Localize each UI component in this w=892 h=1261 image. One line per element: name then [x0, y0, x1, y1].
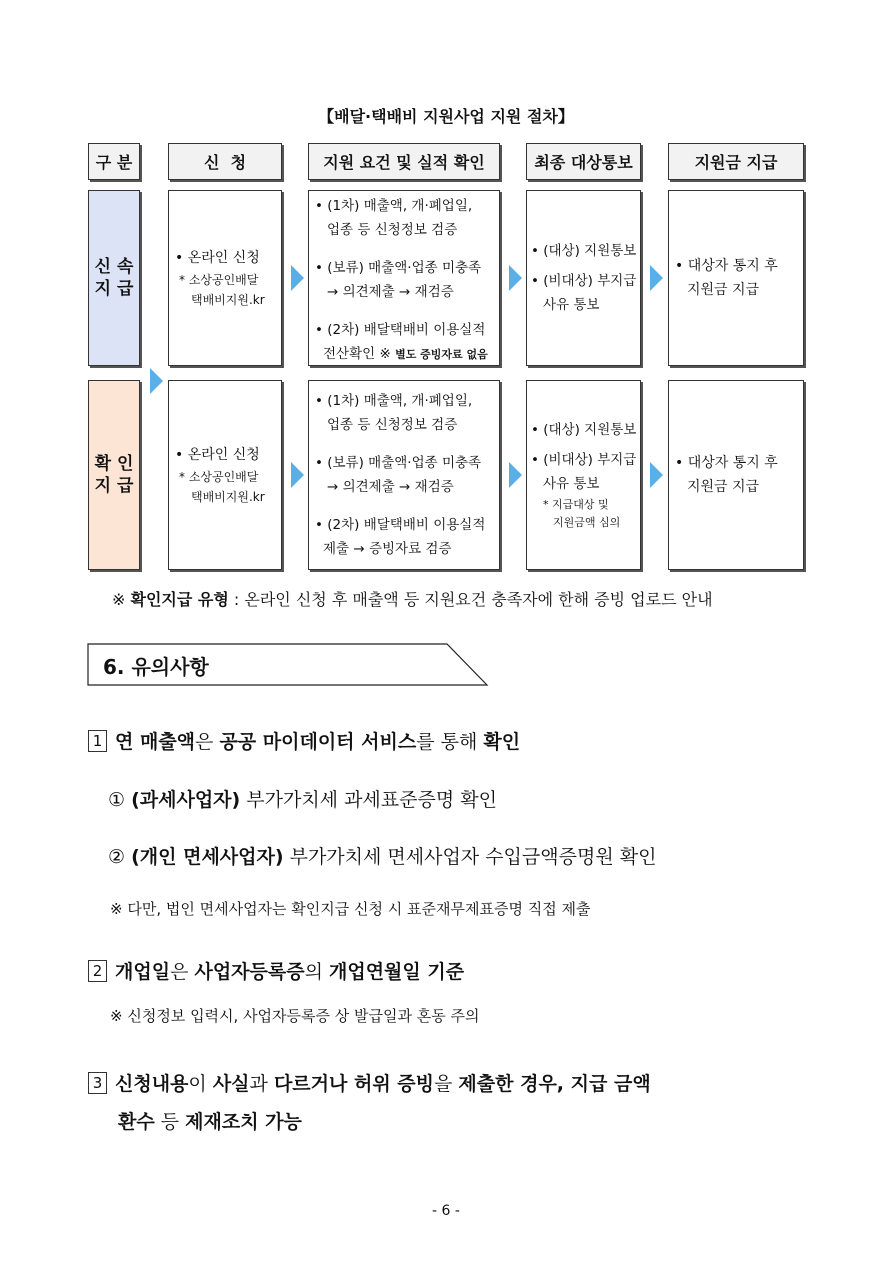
apply-cell [168, 380, 282, 570]
item-text: 확인 [483, 731, 521, 753]
item-number: 2 [88, 960, 107, 982]
arrow-right-icon [509, 265, 522, 291]
check-line: • (2차) 배달택배비 이용실적 [315, 322, 486, 338]
item-text: 공공 마이데이터 서비스 [219, 731, 417, 753]
section-title: 6. 유의사항 [103, 655, 209, 679]
item-text: 은 [170, 961, 195, 983]
apply-note: 택배비지원.kr [191, 293, 265, 307]
item-text: 과 [249, 1073, 274, 1095]
arrow-right-icon [291, 265, 304, 291]
item-text: 연 매출액 [115, 731, 196, 753]
header-category: 구 분 [88, 143, 140, 180]
note-2: ※ 신청정보 입력시, 사업자등록증 상 발급일과 혼동 주의 [110, 1007, 480, 1025]
arrow-right-icon [291, 462, 304, 488]
item-number: 3 [88, 1072, 107, 1094]
check-line: • (보류) 매출액·업종 미충족 [315, 260, 482, 276]
header-apply: 신 청 [168, 143, 282, 180]
check-line: 업종 등 신청정보 검증 [327, 417, 458, 433]
item-text: ② [108, 846, 132, 868]
item-text: 이 [188, 1073, 213, 1095]
note-1: ※ 다만, 법인 면세사업자는 확인지급 신청 시 표준재무제표증명 직접 제출 [110, 900, 591, 918]
item-text: (개인 면세사업자) [131, 846, 284, 868]
check-cell [308, 380, 500, 570]
category-line: 지 급 [94, 279, 134, 299]
notify-line: 사유 통보 [543, 297, 600, 313]
flow-title: 【배달·택배비 지원사업 지원 절차】 [318, 107, 574, 126]
apply-cell [168, 190, 282, 366]
notify-line: • (비대상) 부지급 [531, 273, 637, 289]
item-text: 제재조치 가능 [185, 1111, 302, 1133]
item-text: 은 [195, 731, 220, 753]
notify-note: * 지급대상 및 [543, 498, 609, 511]
check-line: 전산확인 ※ [323, 346, 396, 362]
check-cell [308, 190, 500, 366]
item-number: 1 [88, 730, 107, 752]
note-prefix: ※ [112, 590, 131, 609]
notify-cell [526, 380, 641, 570]
item-text: 등 [154, 1111, 186, 1133]
pay-cell [668, 190, 804, 366]
item-text: (과세사업자) [131, 789, 241, 811]
notify-line: • (대상) 지원통보 [531, 422, 637, 438]
item-text: 사실 [212, 1073, 250, 1095]
apply-note: * 소상공인배달 [179, 470, 259, 484]
sub-item-1 [108, 785, 497, 812]
category-fast-pay [88, 190, 140, 366]
notify-line: • (비대상) 부지급 [531, 452, 637, 468]
arrow-right-icon [509, 462, 522, 488]
page-number: - 6 - [432, 1203, 460, 1219]
check-line: → 의견제출 → 재검증 [327, 284, 454, 300]
item-text: 를 통해 [416, 731, 484, 753]
check-line: • (보류) 매출액·업종 미충족 [315, 455, 482, 471]
item-1 [88, 727, 520, 754]
check-line: • (1차) 매출액, 개·폐업일, [315, 393, 473, 409]
notify-line: 사유 통보 [543, 476, 600, 492]
item-2 [88, 957, 464, 984]
apply-note: * 소상공인배달 [179, 273, 259, 287]
item-text: 부가가치세 면세사업자 수입금액증명원 확인 [283, 846, 657, 868]
notify-cell [526, 190, 641, 366]
notify-note: 지원금액 심의 [553, 516, 621, 529]
check-line: → 의견제출 → 재검증 [327, 479, 454, 495]
arrow-right-icon [150, 368, 163, 394]
pay-cell [668, 380, 804, 570]
category-confirm-pay [88, 380, 140, 570]
pay-line: 지원금 지급 [687, 282, 760, 298]
pay-line: 지원금 지급 [687, 479, 760, 495]
category-line: 확 인 [94, 454, 134, 474]
check-line: 업종 등 신청정보 검증 [327, 222, 458, 238]
pay-line: • 대상자 통지 후 [675, 455, 778, 471]
item-text: 환수 [118, 1111, 155, 1133]
check-line: • (2차) 배달택배비 이용실적 [315, 517, 486, 533]
check-bold: 별도 증빙자료 없음 [395, 348, 488, 361]
item-text: 사업자등록증 [194, 961, 305, 983]
notify-line: • (대상) 지원통보 [531, 243, 637, 259]
item-text: 개업일 [115, 961, 171, 983]
item-text: 신청내용 [115, 1073, 189, 1095]
pay-line: • 대상자 통지 후 [675, 258, 778, 274]
arrow-right-icon [650, 462, 663, 488]
section-heading [87, 643, 489, 691]
check-line: • (1차) 매출액, 개·폐업일, [315, 198, 473, 214]
item-text: 다르거나 허위 증빙 [273, 1073, 435, 1095]
note-bold: 확인지급 유형 [130, 590, 229, 609]
check-line: 제출 → 증빙자료 검증 [323, 541, 452, 557]
header-notify: 최종 대상통보 [526, 143, 641, 180]
header-check: 지원 요건 및 실적 확인 [308, 143, 500, 180]
apply-note: 택배비지원.kr [191, 490, 265, 504]
apply-text: • 온라인 신청 [175, 250, 260, 266]
category-line: 지 급 [94, 476, 134, 496]
item-text: ① [108, 789, 132, 811]
note-text: : 온라인 신청 후 매출액 등 지원요건 충족자에 한해 증빙 업로드 안내 [228, 590, 713, 609]
confirm-pay-note [112, 587, 713, 610]
item-text: 을 [434, 1073, 459, 1095]
item-text: 부가가치세 과세표준증명 확인 [240, 789, 497, 811]
item-3 [88, 1065, 808, 1141]
apply-text: • 온라인 신청 [175, 447, 260, 463]
item-text: 의 [304, 961, 329, 983]
arrow-right-icon [650, 265, 663, 291]
sub-item-2 [108, 842, 656, 869]
category-line: 신 속 [94, 257, 134, 277]
header-pay: 지원금 지급 [668, 143, 804, 180]
item-text: 개업연월일 기준 [329, 961, 465, 983]
item-text: 제출한 경우, 지급 금액 [458, 1073, 651, 1095]
